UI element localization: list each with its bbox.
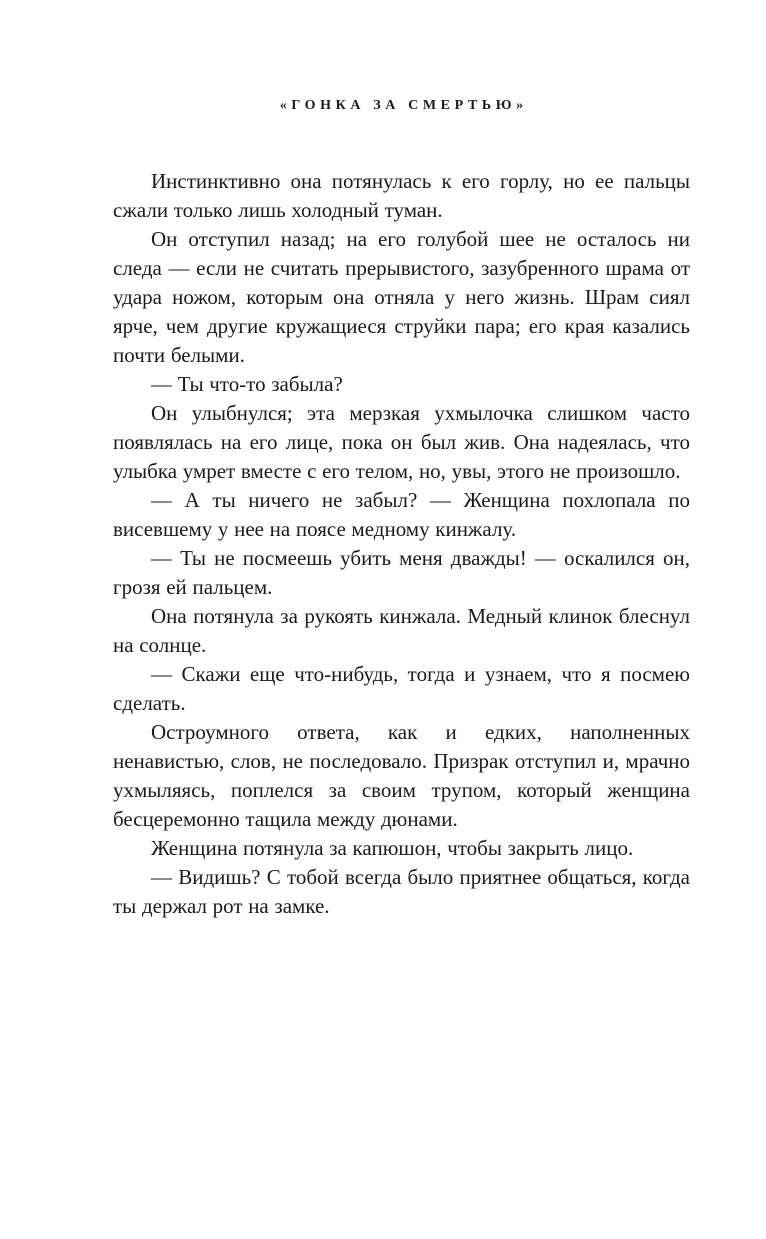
paragraph: Он отступил назад; на его голубой шее не осталось ни следа — если не считать прерывистого, зазубренного шрама от удара ножом, которым она отняла у него жизнь. Шрам сиял ярче, чем другие кружащиеся струйки пара; его края казались почти белыми. [113, 227, 690, 367]
paragraph-dialogue: — Скажи еще что-нибудь, тогда и узнаем, что я посмею сделать. [113, 662, 690, 715]
paragraph: Она потянула за рукоять кинжала. Медный клинок блеснул на солнце. [113, 604, 690, 657]
running-header: «ГОНКА ЗА СМЕРТЬЮ» [279, 98, 528, 113]
paragraph: Остроумного ответа, как и едких, наполненных ненавистью, слов, не последовало. Призрак отступил и, мрачно ухмыляясь, поплелся за своим трупом, который женщина бесцеремонно тащила между дюнами. [113, 720, 690, 831]
paragraph-dialogue: — Ты не посмеешь убить меня дважды! — оскалился он, грозя ей пальцем. [113, 546, 690, 599]
paragraph-dialogue: — А ты ничего не забыл? — Женщина похлопала по висевшему у нее на поясе медному кинжалу. [113, 488, 690, 541]
paragraph-dialogue: — Ты что-то забыла? [151, 372, 343, 396]
paragraph-dialogue: — Видишь? С тобой всегда было приятнее общаться, когда ты держал рот на замке. [113, 865, 690, 918]
paragraph: Инстинктивно она потянулась к его горлу, но ее пальцы сжали только лишь холодный туман. [113, 169, 690, 222]
paragraph: Он улыбнулся; эта мерзкая ухмылочка слишком часто появлялась на его лице, пока он был жив. Она надеялась, что улыбка умрет вместе с его телом, но, увы, этого не произошло. [113, 401, 690, 483]
paragraph: Женщина потянула за капюшон, чтобы закрыть лицо. [151, 836, 634, 860]
page-body [113, 167, 690, 921]
